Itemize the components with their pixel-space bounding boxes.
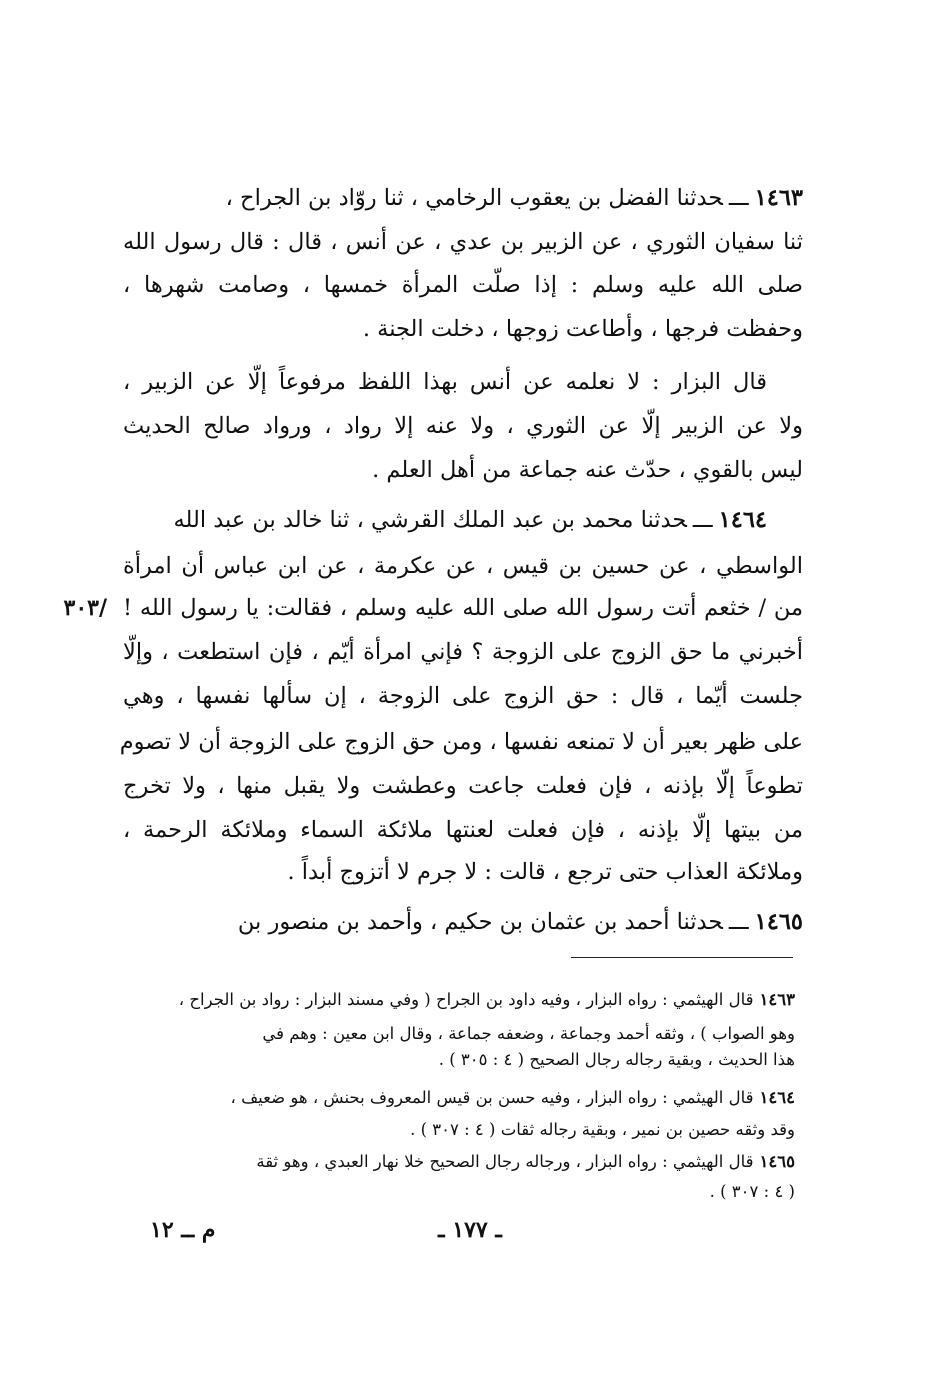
hadith-1463-line-3: صلى الله عليه وسلم : إذا صلّت المرأة خمسها ، وصامت شهرها ، xyxy=(123,272,803,298)
footnote-text: قال الهيثمي : رواه البزار ، وفيه داود بن الجراح ( وفي مسند البزار : رواد بن الجراح ، xyxy=(178,990,754,1009)
margin-page-reference: /٣٠٣ xyxy=(63,595,107,621)
footnote-1463-line-2: وهو الصواب ) ، وثقه أحمد وجماعة ، وضعفه جماعة ، وقال ابن معين : وهم في xyxy=(262,1024,795,1043)
bazzar-note-line-3: ليس بالقوي ، حدّث عنه جماعة من أهل العلم . xyxy=(372,457,803,483)
hadith-1464-line-8: من بيتها إلّا بإذنه ، فإن فعلت لعنتها ملائكة السماء وملائكة الرحمة ، xyxy=(123,817,803,843)
hadith-1464-line-7: تطوعاً إلّا بإذنه ، فإن فعلت جاعت وعطشت ولا يقبل منها ، ولا تخرج xyxy=(123,773,803,799)
hadith-1464-line-4: أخبرني ما حق الزوج على الزوجة ؟ فإني امرأة أيّم ، فإن استطعت ، وإلّا xyxy=(123,639,803,665)
footnote-text: قال الهيثمي : رواه البزار ، ورجاله رجال الصحيح خلا نهار العبدي ، وهو ثقة xyxy=(256,1152,754,1171)
hadith-1465-line-1 xyxy=(123,902,803,942)
hadith-text: حدثنا محمد بن عبد الملك القرشي ، ثنا خالد بن عبد الله xyxy=(173,507,687,533)
hadith-1464-line-9: وملائكة العذاب حتى ترجع ، قالت : لا جرم لا أتزوج أبداً . xyxy=(287,859,803,885)
footnote-number: ١٤٦٤ xyxy=(759,1088,795,1107)
bazzar-note-line-2: ولا عن الزبير إلّا عن الثوري ، ولا عنه إلا رواد ، ورواد صالح الحديث xyxy=(123,413,803,439)
hadith-1464-line-5: جلست أيّما ، قال : حق الزوج على الزوجة ، إن سألها نفسها ، وهي xyxy=(123,683,803,709)
hadith-text: حدثنا أحمد بن عثمان بن حكيم ، وأحمد بن منصور بن xyxy=(237,909,723,935)
footnote-number: ١٤٦٥ xyxy=(759,1152,795,1171)
hadith-1463-line-1 xyxy=(123,178,803,218)
hadith-1464-line-3: من / خثعم أتت رسول الله صلى الله عليه وسلم ، فقالت: يا رسول الله ! xyxy=(123,595,803,621)
footnote-1464-line-1 xyxy=(127,1085,795,1111)
hadith-number-1464: ١٤٦٤ xyxy=(718,507,767,533)
footnote-separator xyxy=(571,957,793,958)
footnote-1463-line-1 xyxy=(127,987,795,1013)
footnote-1463-line-3: هذا الحديث ، وبقية رجاله رجال الصحيح ( ٤ : ٣٠٥ ) . xyxy=(438,1050,795,1069)
hadith-1463-line-2: ثنا سفيان الثوري ، عن الزبير بن عدي ، عن أنس ، قال : قال رسول الله xyxy=(123,229,803,255)
footnote-1465-line-2: ( ٤ : ٣٠٧ ) . xyxy=(709,1182,795,1201)
footnote-text: قال الهيثمي : رواه البزار ، وفيه حسن بن قيس المعروف بحنش ، هو ضعيف ، xyxy=(230,1088,754,1107)
hadith-1464-line-1 xyxy=(123,500,767,540)
page-number: ـ ١٧٧ ـ xyxy=(438,1217,502,1243)
footnote-1465-line-1 xyxy=(127,1149,795,1175)
hadith-number-1465: ١٤٦٥ xyxy=(754,909,803,935)
hadith-text: حدثنا الفضل بن يعقوب الرخامي ، ثنا روّاد بن الجراح ، xyxy=(225,185,723,211)
hadith-dash: ـــ xyxy=(692,507,713,533)
hadith-1463-line-4: وحفظت فرجها ، وأطاعت زوجها ، دخلت الجنة . xyxy=(362,316,803,342)
footnote-1464-line-2: وقد وثقه حصين بن نمير ، وبقية رجاله ثقات ( ٤ : ٣٠٧ ) . xyxy=(410,1120,795,1139)
hadith-dash: ـــ xyxy=(728,185,749,211)
hadith-1464-line-6: على ظهر بعير أن لا تمنعه نفسها ، ومن حق الزوج على الزوجة أن لا تصوم xyxy=(119,729,803,755)
footnote-number: ١٤٦٣ xyxy=(759,990,795,1009)
hadith-1464-line-2: الواسطي ، عن حسين بن قيس ، عن عكرمة ، عن ابن عباس أن امرأة xyxy=(123,553,803,579)
bazzar-note-line-1: قال البزار : لا نعلمه عن أنس بهذا اللفظ مرفوعاً إلّا عن الزبير ، xyxy=(123,369,767,395)
hadith-dash: ـــ xyxy=(728,909,749,935)
signature-mark: م ــ ١٢ xyxy=(150,1217,216,1243)
hadith-number-1463: ١٤٦٣ xyxy=(754,185,803,211)
